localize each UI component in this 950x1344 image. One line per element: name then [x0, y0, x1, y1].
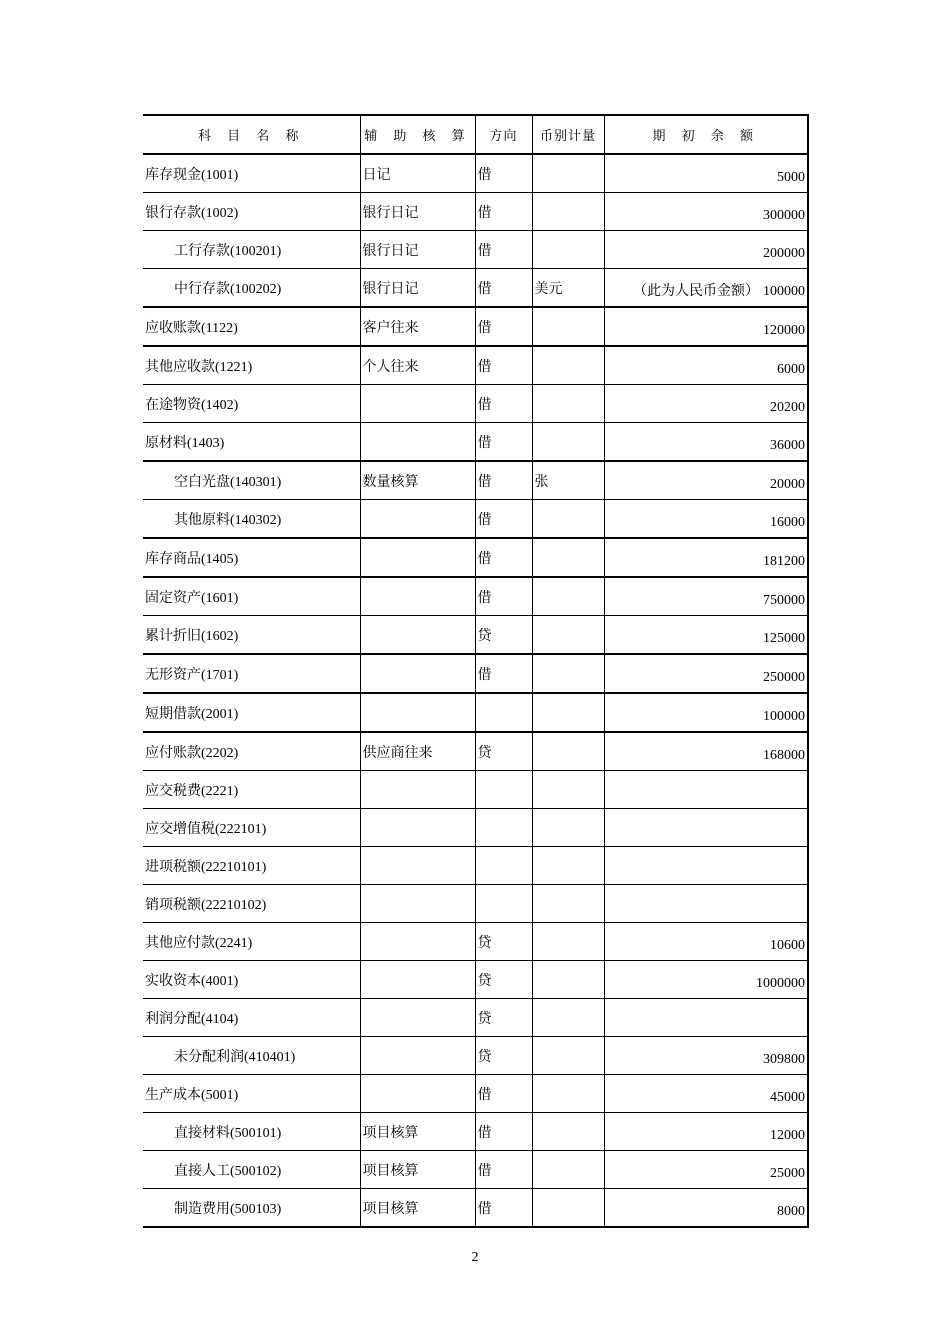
direction-cell: 贷	[475, 732, 532, 771]
account-name-cell: 库存现金(1001)	[143, 154, 360, 193]
header-opening-balance: 期 初 余 额	[604, 115, 808, 154]
account-name-cell: 直接材料(500101)	[143, 1113, 360, 1151]
table-header	[143, 115, 808, 154]
direction-cell: 借	[475, 307, 532, 346]
direction-cell: 借	[475, 269, 532, 308]
opening-balance-cell	[604, 1151, 808, 1189]
auxiliary-cell	[360, 847, 475, 885]
auxiliary-cell	[360, 809, 475, 847]
amount-value: 100000	[763, 709, 805, 724]
amount-value: 10600	[770, 938, 805, 953]
opening-balance-cell	[604, 961, 808, 999]
table-row	[143, 307, 808, 346]
auxiliary-cell	[360, 654, 475, 693]
table-row	[143, 500, 808, 539]
direction-cell: 贷	[475, 999, 532, 1037]
currency-unit-cell	[532, 307, 604, 346]
table-row	[143, 193, 808, 231]
auxiliary-cell: 数量核算	[360, 461, 475, 500]
auxiliary-cell	[360, 885, 475, 923]
account-name-cell: 未分配利润(410401)	[143, 1037, 360, 1075]
opening-balance-cell	[604, 847, 808, 885]
currency-unit-cell	[532, 423, 604, 462]
amount-value: 750000	[763, 593, 805, 608]
amount-note: （此为人民币金额）	[633, 284, 759, 299]
direction-cell: 借	[475, 538, 532, 577]
auxiliary-cell: 日记	[360, 154, 475, 193]
direction-cell: 借	[475, 1151, 532, 1189]
opening-balance-cell	[604, 1113, 808, 1151]
auxiliary-cell	[360, 616, 475, 655]
currency-unit-cell	[532, 999, 604, 1037]
table-row	[143, 961, 808, 999]
table-row	[143, 809, 808, 847]
account-name-cell: 无形资产(1701)	[143, 654, 360, 693]
account-name-cell: 原材料(1403)	[143, 423, 360, 462]
direction-cell	[475, 885, 532, 923]
currency-unit-cell: 张	[532, 461, 604, 500]
opening-balance-cell	[604, 193, 808, 231]
direction-cell: 借	[475, 577, 532, 616]
auxiliary-cell	[360, 961, 475, 999]
currency-unit-cell: 美元	[532, 269, 604, 308]
table-row	[143, 577, 808, 616]
account-name-cell: 工行存款(100201)	[143, 231, 360, 269]
header-row	[143, 115, 808, 154]
currency-unit-cell	[532, 385, 604, 423]
direction-cell: 贷	[475, 616, 532, 655]
opening-balance-cell	[604, 346, 808, 385]
opening-balance-cell	[604, 885, 808, 923]
opening-balance-cell	[604, 307, 808, 346]
account-name-cell: 应付账款(2202)	[143, 732, 360, 771]
currency-unit-cell	[532, 1113, 604, 1151]
amount-value: 45000	[770, 1090, 805, 1105]
account-name-cell: 应交增值税(222101)	[143, 809, 360, 847]
auxiliary-cell: 供应商往来	[360, 732, 475, 771]
currency-unit-cell	[532, 771, 604, 809]
currency-unit-cell	[532, 577, 604, 616]
currency-unit-cell	[532, 616, 604, 655]
opening-balance-cell	[604, 385, 808, 423]
header-auxiliary: 辅 助 核 算	[360, 115, 475, 154]
account-name-cell: 短期借款(2001)	[143, 693, 360, 732]
direction-cell	[475, 847, 532, 885]
amount-value: 8000	[777, 1204, 805, 1219]
currency-unit-cell	[532, 1189, 604, 1228]
table-row	[143, 1189, 808, 1228]
auxiliary-cell: 项目核算	[360, 1189, 475, 1228]
auxiliary-cell: 个人往来	[360, 346, 475, 385]
amount-value: 309800	[763, 1052, 805, 1067]
currency-unit-cell	[532, 346, 604, 385]
direction-cell: 借	[475, 461, 532, 500]
direction-cell: 借	[475, 154, 532, 193]
opening-balance-cell	[604, 423, 808, 462]
opening-balance-cell	[604, 1189, 808, 1228]
direction-cell: 贷	[475, 1037, 532, 1075]
opening-balance-cell	[604, 538, 808, 577]
amount-value: 125000	[763, 631, 805, 646]
account-name-cell: 其他应收款(1221)	[143, 346, 360, 385]
account-name-cell: 空白光盘(140301)	[143, 461, 360, 500]
opening-balance-cell	[604, 693, 808, 732]
auxiliary-cell: 银行日记	[360, 193, 475, 231]
account-name-cell: 制造费用(500103)	[143, 1189, 360, 1228]
currency-unit-cell	[532, 809, 604, 847]
page-number: 2	[471, 1250, 479, 1265]
direction-cell: 借	[475, 1113, 532, 1151]
amount-value: 200000	[763, 246, 805, 261]
table-row	[143, 269, 808, 308]
auxiliary-cell: 项目核算	[360, 1151, 475, 1189]
table-row	[143, 538, 808, 577]
table-row	[143, 847, 808, 885]
table-row	[143, 616, 808, 655]
currency-unit-cell	[532, 538, 604, 577]
opening-balance-cell	[604, 809, 808, 847]
currency-unit-cell	[532, 847, 604, 885]
amount-value: 168000	[763, 748, 805, 763]
amount-value: 181200	[763, 554, 805, 569]
account-name-cell: 其他应付款(2241)	[143, 923, 360, 961]
currency-unit-cell	[532, 231, 604, 269]
direction-cell	[475, 693, 532, 732]
auxiliary-cell: 银行日记	[360, 231, 475, 269]
auxiliary-cell	[360, 577, 475, 616]
direction-cell	[475, 771, 532, 809]
table-row	[143, 461, 808, 500]
table-row	[143, 1075, 808, 1113]
auxiliary-cell	[360, 771, 475, 809]
account-name-cell: 销项税额(22210102)	[143, 885, 360, 923]
account-name-cell: 其他原料(140302)	[143, 500, 360, 539]
amount-value: 36000	[770, 438, 805, 453]
account-balance-table	[143, 114, 809, 1228]
account-name-cell: 直接人工(500102)	[143, 1151, 360, 1189]
account-name-cell: 累计折旧(1602)	[143, 616, 360, 655]
amount-value: 25000	[770, 1166, 805, 1181]
amount-value: 250000	[763, 670, 805, 685]
opening-balance-cell	[604, 500, 808, 539]
table-row	[143, 693, 808, 732]
auxiliary-cell	[360, 538, 475, 577]
account-name-cell: 中行存款(100202)	[143, 269, 360, 308]
direction-cell: 贷	[475, 961, 532, 999]
table-row	[143, 654, 808, 693]
auxiliary-cell	[360, 500, 475, 539]
amount-value: 20200	[770, 400, 805, 415]
table-row	[143, 732, 808, 771]
table-row	[143, 1151, 808, 1189]
account-name-cell: 应收账款(1122)	[143, 307, 360, 346]
auxiliary-cell	[360, 1037, 475, 1075]
amount-value: 16000	[770, 515, 805, 530]
table-body	[143, 154, 808, 1227]
amount-value: 5000	[777, 170, 805, 185]
opening-balance-cell	[604, 616, 808, 655]
direction-cell: 借	[475, 346, 532, 385]
account-name-cell: 进项税额(22210101)	[143, 847, 360, 885]
opening-balance-cell	[604, 732, 808, 771]
currency-unit-cell	[532, 961, 604, 999]
account-name-cell: 利润分配(4104)	[143, 999, 360, 1037]
currency-unit-cell	[532, 1037, 604, 1075]
table-row	[143, 346, 808, 385]
currency-unit-cell	[532, 500, 604, 539]
direction-cell: 借	[475, 193, 532, 231]
auxiliary-cell	[360, 1075, 475, 1113]
table-row	[143, 885, 808, 923]
auxiliary-cell: 银行日记	[360, 269, 475, 308]
auxiliary-cell	[360, 999, 475, 1037]
auxiliary-cell	[360, 923, 475, 961]
amount-value: 300000	[763, 208, 805, 223]
amount-value: 120000	[763, 323, 805, 338]
table-row	[143, 385, 808, 423]
header-account-name: 科 目 名 称	[143, 115, 360, 154]
currency-unit-cell	[532, 154, 604, 193]
opening-balance-cell	[604, 461, 808, 500]
table-row	[143, 231, 808, 269]
table-row	[143, 154, 808, 193]
auxiliary-cell: 客户往来	[360, 307, 475, 346]
direction-cell: 借	[475, 423, 532, 462]
direction-cell: 借	[475, 654, 532, 693]
direction-cell: 借	[475, 385, 532, 423]
currency-unit-cell	[532, 885, 604, 923]
table-row	[143, 923, 808, 961]
opening-balance-cell	[604, 1037, 808, 1075]
opening-balance-cell	[604, 154, 808, 193]
opening-balance-cell	[604, 771, 808, 809]
currency-unit-cell	[532, 654, 604, 693]
direction-cell: 借	[475, 500, 532, 539]
header-direction: 方向	[475, 115, 532, 154]
direction-cell: 借	[475, 231, 532, 269]
auxiliary-cell	[360, 693, 475, 732]
opening-balance-cell	[604, 999, 808, 1037]
opening-balance-cell	[604, 269, 808, 308]
auxiliary-cell	[360, 385, 475, 423]
opening-balance-cell	[604, 577, 808, 616]
account-name-cell: 银行存款(1002)	[143, 193, 360, 231]
table-row	[143, 1037, 808, 1075]
direction-cell: 借	[475, 1075, 532, 1113]
auxiliary-cell	[360, 423, 475, 462]
currency-unit-cell	[532, 732, 604, 771]
opening-balance-cell	[604, 923, 808, 961]
direction-cell	[475, 809, 532, 847]
opening-balance-cell	[604, 1075, 808, 1113]
auxiliary-cell: 项目核算	[360, 1113, 475, 1151]
direction-cell: 借	[475, 1189, 532, 1228]
table-row	[143, 771, 808, 809]
table-row	[143, 1113, 808, 1151]
currency-unit-cell	[532, 1075, 604, 1113]
table-row	[143, 999, 808, 1037]
amount-value: 6000	[777, 362, 805, 377]
account-name-cell: 库存商品(1405)	[143, 538, 360, 577]
table-row	[143, 423, 808, 462]
currency-unit-cell	[532, 693, 604, 732]
account-name-cell: 应交税费(2221)	[143, 771, 360, 809]
account-name-cell: 在途物资(1402)	[143, 385, 360, 423]
amount-value: 12000	[770, 1128, 805, 1143]
opening-balance-cell	[604, 231, 808, 269]
header-currency-unit: 币别计量	[532, 115, 604, 154]
amount-value: 20000	[770, 477, 805, 492]
account-name-cell: 固定资产(1601)	[143, 577, 360, 616]
account-name-cell: 生产成本(5001)	[143, 1075, 360, 1113]
amount-value: 1000000	[756, 976, 805, 991]
opening-balance-cell	[604, 654, 808, 693]
amount-value: 100000	[763, 284, 805, 299]
currency-unit-cell	[532, 923, 604, 961]
account-name-cell: 实收资本(4001)	[143, 961, 360, 999]
direction-cell: 贷	[475, 923, 532, 961]
currency-unit-cell	[532, 1151, 604, 1189]
currency-unit-cell	[532, 193, 604, 231]
